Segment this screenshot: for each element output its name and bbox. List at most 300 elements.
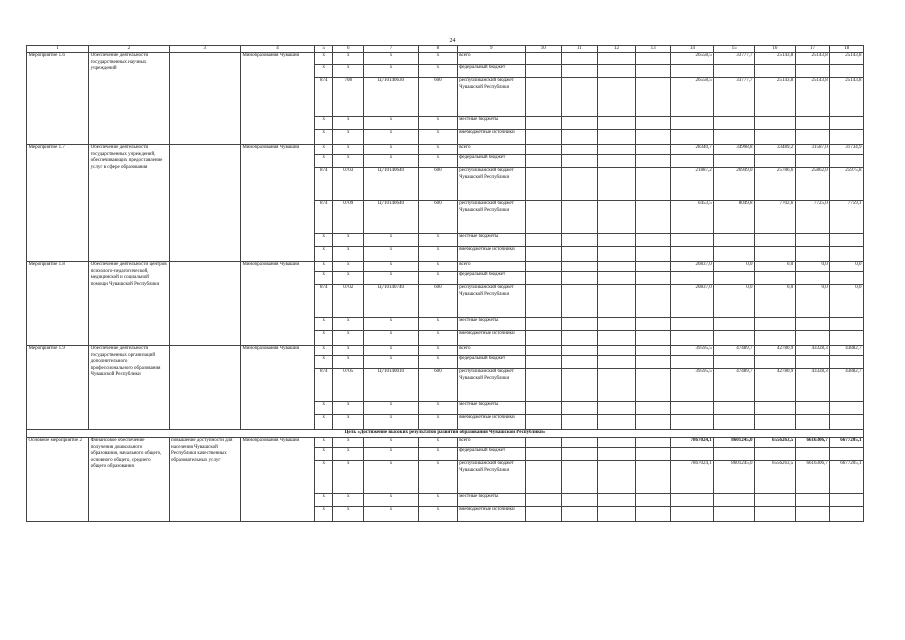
amount-cell: [754, 507, 795, 522]
rzpr-cell: x: [333, 130, 364, 145]
column-number: 14: [671, 46, 714, 53]
amount-cell: [714, 402, 755, 415]
csr-cell: x: [364, 117, 419, 130]
column-number: 7: [364, 46, 419, 53]
column-number: 5: [315, 46, 333, 53]
grbs-cell: x: [315, 438, 333, 448]
empty-cell: [561, 247, 598, 262]
grbs-cell: x: [315, 318, 333, 331]
rzpr-cell: x: [333, 145, 364, 155]
empty-cell: [635, 155, 671, 168]
csr-cell: x: [364, 53, 419, 65]
amount-cell: 28340,7: [671, 145, 714, 155]
amount-cell: 0,0: [795, 285, 830, 318]
empty-cell: [598, 356, 636, 369]
grbs-cell: x: [315, 117, 333, 130]
amount-cell: [671, 356, 714, 369]
amount-cell: 33489,2: [754, 145, 795, 155]
rzpr-cell: x: [333, 415, 364, 430]
empty-cell: [635, 331, 671, 346]
amount-cell: [830, 272, 864, 285]
empty-cell: [598, 130, 636, 145]
measure-goal: [169, 262, 240, 346]
column-number-row: [27, 46, 864, 53]
amount-cell: 43882,7: [830, 369, 864, 402]
amount-cell: [714, 130, 755, 145]
empty-cell: [598, 201, 636, 234]
empty-cell: [525, 78, 561, 117]
amount-cell: [714, 415, 755, 430]
empty-cell: [525, 247, 561, 262]
empty-cell: [635, 168, 671, 201]
amount-cell: [714, 356, 755, 369]
csr-cell: x: [364, 272, 419, 285]
empty-cell: [598, 234, 636, 247]
funding-source: федеральный бюджет: [457, 448, 525, 461]
empty-cell: [561, 494, 598, 507]
csr-cell: Ц710140640: [364, 201, 419, 234]
amount-cell: [754, 272, 795, 285]
csr-cell: x: [364, 494, 419, 507]
funding-source: республиканский бюджет Чувашской Республики: [457, 369, 525, 402]
vr-cell: x: [419, 402, 458, 415]
empty-cell: [598, 438, 636, 448]
amount-cell: 6616306,7: [795, 461, 830, 494]
amount-cell: [714, 234, 755, 247]
measure-goal: повышение доступности для населения Чувашской Республики качественных образовательных услуг: [169, 438, 240, 522]
empty-cell: [525, 53, 561, 65]
measure-goal: [169, 346, 240, 430]
funding-source: внебюджетные источники: [457, 130, 525, 145]
amount-cell: 6616306,7: [795, 438, 830, 448]
column-number: 18: [830, 46, 864, 53]
empty-cell: [635, 438, 671, 448]
amount-cell: 6453,5: [671, 201, 714, 234]
measure-executor: Минобразования Чувашии: [240, 53, 314, 145]
funding-source: федеральный бюджет: [457, 155, 525, 168]
empty-cell: [561, 415, 598, 430]
empty-cell: [635, 507, 671, 522]
vr-cell: 600: [419, 168, 458, 201]
amount-cell: [795, 65, 830, 78]
amount-cell: [671, 448, 714, 461]
rzpr-cell: 0702: [333, 285, 364, 318]
amount-cell: [795, 247, 830, 262]
csr-cell: x: [364, 234, 419, 247]
rzpr-cell: x: [333, 448, 364, 461]
empty-cell: [525, 438, 561, 448]
funding-source: федеральный бюджет: [457, 356, 525, 369]
column-number: 8: [419, 46, 458, 53]
empty-cell: [525, 346, 561, 356]
amount-cell: [714, 65, 755, 78]
amount-cell: [830, 234, 864, 247]
empty-cell: [561, 507, 598, 522]
empty-cell: [525, 117, 561, 130]
funding-source: федеральный бюджет: [457, 65, 525, 78]
amount-cell: [754, 65, 795, 78]
empty-cell: [635, 415, 671, 430]
csr-cell: x: [364, 438, 419, 448]
rzpr-cell: x: [333, 234, 364, 247]
column-number: 13: [635, 46, 671, 53]
amount-cell: 6556263,5: [754, 461, 795, 494]
empty-cell: [561, 272, 598, 285]
amount-cell: 43882,7: [830, 346, 864, 356]
amount-cell: [795, 117, 830, 130]
amount-cell: 20837,0: [671, 262, 714, 272]
rzpr-cell: x: [333, 331, 364, 346]
empty-cell: [561, 53, 598, 65]
grbs-cell: x: [315, 130, 333, 145]
empty-cell: [598, 65, 636, 78]
csr-cell: x: [364, 262, 419, 272]
amount-cell: 43328,3: [795, 346, 830, 356]
vr-cell: x: [419, 234, 458, 247]
vr-cell: x: [419, 494, 458, 507]
amount-cell: [754, 318, 795, 331]
grbs-cell: x: [315, 507, 333, 522]
amount-cell: 7725,0: [795, 201, 830, 234]
measure-name: Обеспечение деятельности государственных научных учреждений: [89, 53, 169, 145]
measure-name: Обеспечение деятельности государственных учреждений, обеспечивающих предоставление услуг в сфере образования: [89, 145, 169, 262]
empty-cell: [635, 448, 671, 461]
empty-cell: [598, 78, 636, 117]
table-row: [27, 346, 864, 356]
amount-cell: [754, 448, 795, 461]
empty-cell: [525, 331, 561, 346]
column-number: 12: [598, 46, 636, 53]
amount-cell: [830, 318, 864, 331]
empty-cell: [635, 53, 671, 65]
empty-cell: [561, 356, 598, 369]
empty-cell: [561, 117, 598, 130]
amount-cell: [754, 247, 795, 262]
empty-cell: [598, 415, 636, 430]
vr-cell: x: [419, 356, 458, 369]
empty-cell: [561, 448, 598, 461]
amount-cell: [754, 402, 795, 415]
csr-cell: x: [364, 415, 419, 430]
amount-cell: [830, 402, 864, 415]
amount-cell: 42780,9: [754, 369, 795, 402]
amount-cell: [754, 415, 795, 430]
empty-cell: [635, 346, 671, 356]
funding-source: местные бюджеты: [457, 402, 525, 415]
empty-cell: [598, 507, 636, 522]
measure-name: Обеспечение деятельности государственных организаций дополнительного профессионального образования Чувашской Республики: [89, 346, 169, 430]
empty-cell: [561, 331, 598, 346]
amount-cell: [671, 318, 714, 331]
csr-cell: x: [364, 448, 419, 461]
rzpr-cell: x: [333, 461, 364, 494]
amount-cell: [714, 318, 755, 331]
measure-code: Мероприятие 1.8: [27, 262, 89, 346]
csr-cell: Ц710140640: [364, 168, 419, 201]
amount-cell: [795, 130, 830, 145]
vr-cell: x: [419, 262, 458, 272]
measure-code: Мероприятие 1.9: [27, 346, 89, 430]
amount-cell: [671, 234, 714, 247]
empty-cell: [561, 262, 598, 272]
amount-cell: [795, 402, 830, 415]
rzpr-cell: 0703: [333, 168, 364, 201]
amount-cell: 25143,8: [754, 53, 795, 65]
amount-cell: [671, 331, 714, 346]
empty-cell: [598, 272, 636, 285]
amount-cell: 25786,6: [754, 168, 795, 201]
empty-cell: [598, 402, 636, 415]
column-number: 11: [561, 46, 598, 53]
rzpr-cell: x: [333, 262, 364, 272]
amount-cell: 47489,7: [714, 369, 755, 402]
measure-goal: [169, 53, 240, 145]
rzpr-cell: x: [333, 272, 364, 285]
grbs-cell: x: [315, 494, 333, 507]
amount-cell: 0,0: [830, 262, 864, 272]
empty-cell: [598, 117, 636, 130]
column-number: 4: [240, 46, 314, 53]
amount-cell: 25143,8: [754, 78, 795, 117]
empty-cell: [598, 262, 636, 272]
vr-cell: 600: [419, 285, 458, 318]
empty-cell: [598, 285, 636, 318]
amount-cell: [671, 507, 714, 522]
amount-cell: 0,0: [795, 262, 830, 272]
grbs-cell: 874: [315, 201, 333, 234]
funding-source: местные бюджеты: [457, 494, 525, 507]
column-number: 6: [333, 46, 364, 53]
funding-source: федеральный бюджет: [457, 272, 525, 285]
amount-cell: [754, 130, 795, 145]
empty-cell: [525, 130, 561, 145]
empty-cell: [635, 78, 671, 117]
empty-cell: [525, 356, 561, 369]
funding-source: внебюджетные источники: [457, 331, 525, 346]
empty-cell: [598, 53, 636, 65]
csr-cell: x: [364, 155, 419, 168]
table-row: [27, 262, 864, 272]
amount-cell: [830, 247, 864, 262]
empty-cell: [635, 130, 671, 145]
amount-cell: [830, 65, 864, 78]
rzpr-cell: x: [333, 318, 364, 331]
measure-executor: Минобразования Чувашии: [240, 438, 314, 522]
empty-cell: [525, 402, 561, 415]
amount-cell: [671, 247, 714, 262]
empty-cell: [635, 369, 671, 402]
empty-cell: [635, 318, 671, 331]
rzpr-cell: x: [333, 507, 364, 522]
goal-heading: Цель «Достижение высоких результатов развития образования Чувашской Республики»: [27, 430, 864, 438]
empty-cell: [598, 155, 636, 168]
empty-cell: [525, 507, 561, 522]
csr-cell: x: [364, 318, 419, 331]
amount-cell: 21887,2: [671, 168, 714, 201]
vr-cell: x: [419, 438, 458, 448]
empty-cell: [561, 402, 598, 415]
amount-cell: 25143,8: [795, 78, 830, 117]
amount-cell: [671, 272, 714, 285]
rzpr-cell: x: [333, 438, 364, 448]
amount-cell: [754, 494, 795, 507]
empty-cell: [525, 145, 561, 155]
amount-cell: [714, 272, 755, 285]
grbs-cell: x: [315, 356, 333, 369]
amount-cell: 6677205,1: [830, 438, 864, 448]
empty-cell: [635, 201, 671, 234]
empty-cell: [598, 448, 636, 461]
empty-cell: [598, 331, 636, 346]
empty-cell: [561, 78, 598, 117]
amount-cell: [714, 331, 755, 346]
amount-cell: 0,0: [714, 262, 755, 272]
empty-cell: [561, 318, 598, 331]
amount-cell: [830, 356, 864, 369]
rzpr-cell: 0709: [333, 201, 364, 234]
rzpr-cell: x: [333, 117, 364, 130]
amount-cell: [830, 331, 864, 346]
empty-cell: [525, 494, 561, 507]
grbs-cell: x: [315, 262, 333, 272]
amount-cell: [754, 117, 795, 130]
empty-cell: [635, 285, 671, 318]
amount-cell: 0,0: [830, 285, 864, 318]
amount-cell: [830, 448, 864, 461]
amount-cell: [671, 117, 714, 130]
funding-source: республиканский бюджет Чувашской Республики: [457, 168, 525, 201]
empty-cell: [598, 145, 636, 155]
measure-code: Основное мероприятие 2: [27, 438, 89, 522]
amount-cell: 7702,6: [754, 201, 795, 234]
amount-cell: [795, 448, 830, 461]
amount-cell: [830, 494, 864, 507]
funding-source: внебюджетные источники: [457, 415, 525, 430]
csr-cell: x: [364, 145, 419, 155]
grbs-cell: x: [315, 65, 333, 78]
amount-cell: 31587,0: [795, 145, 830, 155]
amount-cell: 43328,3: [795, 369, 830, 402]
measure-code: Мероприятие 1.7: [27, 145, 89, 262]
measure-executor: Минобразования Чувашии: [240, 262, 314, 346]
grbs-cell: 874: [315, 168, 333, 201]
measure-name: Финансовое обеспечение получения дошкольного образования, начального общего, основного общего, среднего общего образования: [89, 438, 169, 522]
amount-cell: 25975,8: [830, 168, 864, 201]
amount-cell: 47489,7: [714, 346, 755, 356]
amount-cell: [671, 130, 714, 145]
budget-table: [26, 45, 864, 522]
grbs-cell: x: [315, 415, 333, 430]
vr-cell: x: [419, 117, 458, 130]
measure-goal: [169, 145, 240, 262]
csr-cell: Ц710140740: [364, 285, 419, 318]
grbs-cell: x: [315, 145, 333, 155]
vr-cell: x: [419, 346, 458, 356]
column-number: 10: [525, 46, 561, 53]
amount-cell: [795, 356, 830, 369]
csr-cell: Ц710140010: [364, 369, 419, 402]
empty-cell: [598, 247, 636, 262]
amount-cell: [795, 331, 830, 346]
amount-cell: [830, 155, 864, 168]
empty-cell: [525, 201, 561, 234]
amount-cell: [754, 356, 795, 369]
vr-cell: x: [419, 155, 458, 168]
measure-name: Обеспечение деятельности центров психолого-педагогической, медицинской и социальной помощи Чувашской Республики: [89, 262, 169, 346]
amount-cell: 8601245,0: [714, 461, 755, 494]
amount-cell: [795, 155, 830, 168]
amount-cell: 34998,8: [714, 145, 755, 155]
csr-cell: x: [364, 461, 419, 494]
rzpr-cell: x: [333, 356, 364, 369]
amount-cell: 25143,8: [830, 78, 864, 117]
amount-cell: 26558,5: [671, 53, 714, 65]
amount-cell: [795, 318, 830, 331]
amount-cell: 39595,5: [671, 369, 714, 402]
measure-code: Мероприятие 1.6: [27, 53, 89, 145]
amount-cell: [754, 234, 795, 247]
amount-cell: 6556263,5: [754, 438, 795, 448]
empty-cell: [561, 461, 598, 494]
empty-cell: [525, 415, 561, 430]
empty-cell: [635, 272, 671, 285]
empty-cell: [525, 234, 561, 247]
amount-cell: 31734,9: [830, 145, 864, 155]
amount-cell: 0,0: [754, 262, 795, 272]
empty-cell: [525, 285, 561, 318]
empty-cell: [598, 318, 636, 331]
column-number: 16: [754, 46, 795, 53]
rzpr-cell: x: [333, 402, 364, 415]
amount-cell: 20837,0: [671, 285, 714, 318]
csr-cell: Ц710140630: [364, 78, 419, 117]
empty-cell: [561, 155, 598, 168]
rzpr-cell: x: [333, 65, 364, 78]
amount-cell: [714, 155, 755, 168]
amount-cell: [830, 130, 864, 145]
rzpr-cell: x: [333, 53, 364, 65]
vr-cell: x: [419, 247, 458, 262]
empty-cell: [525, 318, 561, 331]
grbs-cell: x: [315, 346, 333, 356]
table-row: [27, 53, 864, 65]
empty-cell: [525, 168, 561, 201]
grbs-cell: 874: [315, 369, 333, 402]
amount-cell: [830, 415, 864, 430]
empty-cell: [598, 346, 636, 356]
empty-cell: [635, 65, 671, 78]
empty-cell: [525, 65, 561, 78]
funding-source: внебюджетные источники: [457, 247, 525, 262]
amount-cell: [795, 494, 830, 507]
empty-cell: [598, 461, 636, 494]
empty-cell: [561, 285, 598, 318]
amount-cell: [795, 507, 830, 522]
rzpr-cell: 0705: [333, 369, 364, 402]
grbs-cell: x: [315, 402, 333, 415]
empty-cell: [635, 402, 671, 415]
empty-cell: [635, 247, 671, 262]
amount-cell: [754, 331, 795, 346]
csr-cell: x: [364, 356, 419, 369]
empty-cell: [598, 369, 636, 402]
empty-cell: [561, 346, 598, 356]
vr-cell: 600: [419, 201, 458, 234]
grbs-cell: x: [315, 247, 333, 262]
grbs-cell: 874: [315, 78, 333, 117]
column-number: 1: [27, 46, 89, 53]
funding-source: республиканский бюджет Чувашской Республики: [457, 201, 525, 234]
